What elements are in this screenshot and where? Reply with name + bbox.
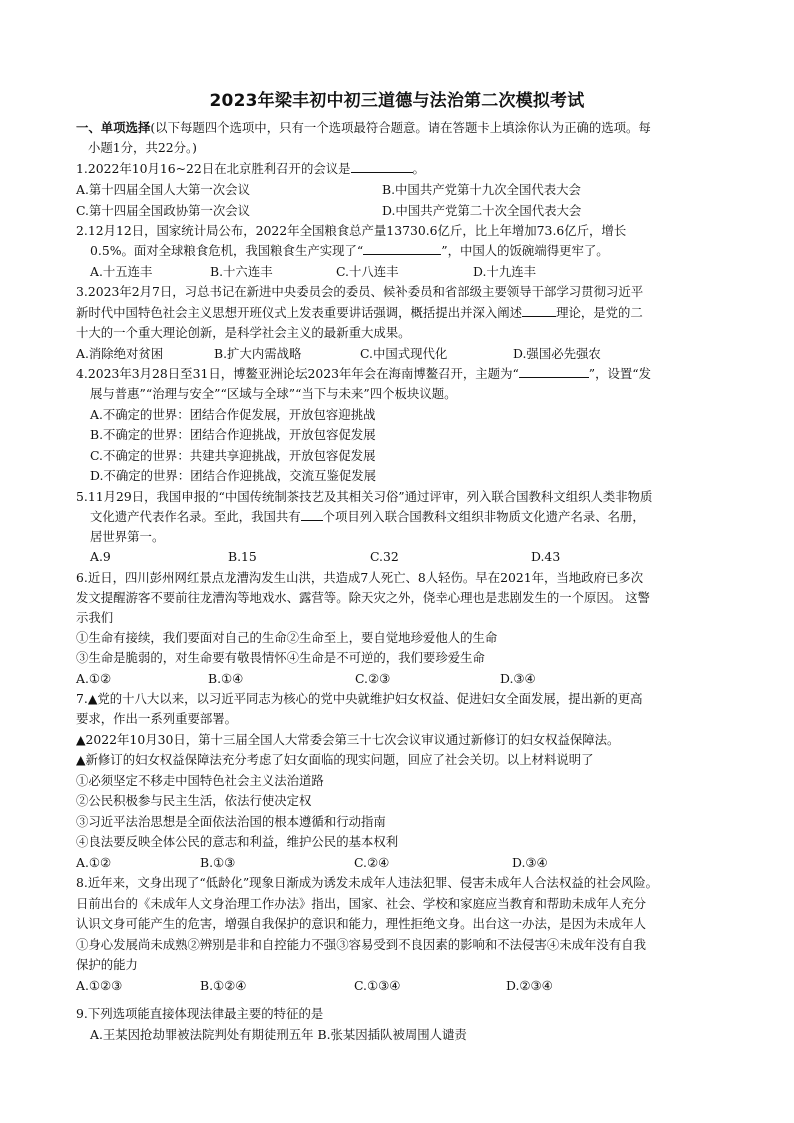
- question-8-stem-cont2: 认识文身可能产生的危害，增强自我保护的意识和能力，理性拒绝文身。出台这一办法，是因为未成年人: [76, 916, 646, 931]
- q4-option-b: B.不确定的世界：团结合作迎挑战，开放包容促发展: [90, 427, 376, 442]
- q7-option-a: A.①②: [76, 855, 112, 870]
- question-7-material-2: ▲2022年10月30日，第十三届全国人大常委会第三十七次会议审议通过新修订的妇女权益保障法。: [76, 732, 620, 747]
- q3-option-a: A.消除绝对贫困: [76, 346, 164, 361]
- question-1-stem: [76, 159, 736, 179]
- answer-blank: [519, 364, 589, 378]
- q1-stem-end: 。: [412, 161, 425, 176]
- q7-statement-2: ②公民积极参与民主生活，依法行使决定权: [76, 793, 312, 808]
- q5-stem-text: 文化遗产代表作名录。至此，我国共有: [90, 509, 301, 524]
- q7-option-d: D.③④: [512, 855, 548, 870]
- question-6-stem-cont: 发文提醒游客不要前往龙漕沟等地戏水、露营等。除天灾之外，侥幸心理也是悲剧发生的一个原因。 这警: [76, 590, 650, 605]
- q3-option-d: D.强国必先强农: [513, 346, 601, 361]
- question-8-stem-cont: 日前出台的《未成年人文身治理工作办法》指出，国家、社会、学校和家庭应当教育和帮助未成年人充分: [76, 896, 646, 911]
- q3-option-b: B.扩大内需战略: [214, 346, 302, 361]
- q4-stem-end: ”，设置“发: [588, 366, 652, 381]
- q2-option-b: B.十六连丰: [210, 264, 273, 279]
- q7-statement-1: ①必须坚定不移走中国特色社会主义法治道路: [76, 773, 324, 788]
- q8-statements-2: 保护的能力: [76, 957, 138, 972]
- question-4-stem-cont: 展与普惠”“治理与安全”“区域与全球”“当下与未来”四个板块议题。: [90, 386, 457, 401]
- q6-option-d: D.③④: [500, 671, 536, 686]
- q7-option-b: B.①③: [200, 855, 236, 870]
- section-instruction-cont: 小题1分，共22分。): [88, 140, 198, 155]
- q5-option-b: B.15: [228, 549, 257, 564]
- exam-title: 2023年梁丰初中初三道德与法治第二次模拟考试: [209, 91, 585, 111]
- section-instruction: (以下每题四个选项中，只有一个选项最符合题意。请在答题卡上填涂你认为正确的选项。每: [150, 120, 651, 135]
- question-5-stem: 5.11月29日，我国申报的“中国传统制茶技艺及其相关习俗”通过评审，列入联合国教科文组织人类非物质: [76, 489, 653, 504]
- section-label: 一、单项选择: [76, 120, 151, 135]
- q6-statements-2: ③生命是脆弱的，对生命要有敬畏情怀④生命是不可逆的，我们要珍爱生命: [76, 650, 485, 665]
- q2-option-a: A.十五连丰: [90, 264, 153, 279]
- q2-stem-text: 0.5%。面对全球粮食危机，我国粮食生产实现了“: [90, 243, 364, 258]
- q8-option-d: D.②③④: [506, 978, 553, 993]
- q5-option-c: C.32: [370, 549, 399, 564]
- question-3-stem-cont: [76, 303, 736, 323]
- q4-option-a: A.不确定的世界：团结合作促发展，开放包容迎挑战: [90, 407, 376, 422]
- q9-options-ab: A.王某因抢劫罪被法院判处有期徒刑五年 B.张某因插队被周围人谴责: [90, 1027, 467, 1042]
- q5-option-a: A.9: [90, 549, 111, 564]
- question-7-stem-cont: 要求，作出一系列重要部署。: [76, 711, 238, 726]
- answer-blank: [522, 303, 556, 317]
- q8-statements-1: ①身心发展尚未成熟②辨别是非和自控能力不强③容易受到不良因素的影响和不法侵害④未成年没有自我: [76, 937, 646, 952]
- q6-option-b: B.①④: [208, 671, 244, 686]
- q2-option-d: D.十九连丰: [473, 264, 536, 279]
- q1-option-a: A.第十四届全国人大第一次会议: [76, 182, 250, 197]
- section-header: [76, 118, 736, 138]
- answer-blank: [301, 507, 323, 521]
- q6-option-c: C.②③: [355, 671, 391, 686]
- q1-option-d: D.中国共产党第二十次全国代表大会: [382, 203, 582, 218]
- answer-blank: [363, 241, 441, 255]
- q8-option-b: B.①②④: [200, 978, 247, 993]
- q6-statements-1: ①生命有接续，我们要面对自己的生命②生命至上，要自觉地珍爱他人的生命: [76, 630, 498, 645]
- question-3-stem: 3.2023年2月7日，习总书记在新进中央委员会的委员、候补委员和省部级主要领导干部学习贯彻习近平: [76, 284, 644, 299]
- question-9-stem: 9.下列选项能直接体现法律最主要的特征的是: [76, 1006, 324, 1021]
- q6-option-a: A.①②: [76, 671, 112, 686]
- q2-option-c: C.十八连丰: [336, 264, 399, 279]
- question-5-stem-cont2: 居世界第一。: [90, 529, 165, 544]
- q7-statement-3: ③习近平法治思想是全面依法治国的根本遵循和行动指南: [76, 814, 386, 829]
- question-2-stem: 2.12月12日，国家统计局公布，2022年全国粮食总产量13730.6亿斤，比上年增加73.6亿斤，增长: [76, 223, 627, 238]
- question-8-stem: 8.近年来，文身出现了“低龄化”现象日渐成为诱发未成年人违法犯罪、侵害未成年人合法权益的社会风险。: [76, 875, 659, 890]
- q3-stem-end: 理论，是党的二: [556, 305, 643, 320]
- q1-option-c: C.第十四届全国政协第一次会议: [76, 203, 251, 218]
- q2-stem-end: ”，中国人的饭碗端得更牢了。: [441, 243, 609, 258]
- answer-blank: [351, 159, 413, 173]
- q3-stem-text: 新时代中国特色社会主义思想开班仪式上发表重要讲话强调，概括提出并深入阐述: [76, 305, 523, 320]
- q4-option-c: C.不确定的世界：共建共享迎挑战，开放包容促发展: [90, 448, 376, 463]
- q7-statement-4: ④良法要反映全体公民的意志和利益，维护公民的基本权利: [76, 834, 399, 849]
- q5-option-d: D.43: [531, 549, 561, 564]
- q7-option-c: C.②④: [354, 855, 390, 870]
- question-2-stem-cont: [90, 241, 750, 261]
- question-6-stem-cont2: 示我们: [76, 610, 114, 625]
- q1-option-b: B.中国共产党第十九次全国代表大会: [382, 182, 581, 197]
- q3-option-c: C.中国式现代化: [360, 346, 448, 361]
- q8-option-c: C.①③④: [354, 978, 401, 993]
- q5-stem-end: 个项目列入联合国教科文组织非物质文化遗产名录、名册，: [322, 509, 645, 524]
- q8-option-a: A.①②③: [76, 978, 123, 993]
- q4-option-d: D.不确定的世界：团结合作迎挑战，交流互鉴促发展: [90, 468, 377, 483]
- question-6-stem: 6.近日，四川彭州网红景点龙漕沟发生山洪，共造成7人死亡、8人轻伤。早在2021年，当地政府已多次: [76, 570, 644, 585]
- question-4-stem: [76, 364, 736, 384]
- q4-stem-text: 4.2023年3月28日至31日，博鳌亚洲论坛2023年年会在海南博鳌召开，主题为“: [76, 366, 519, 381]
- question-5-stem-cont: [90, 507, 750, 527]
- question-7-stem: 7.▲党的十八大以来，以习近平同志为核心的党中央就维护妇女权益、促进妇女全面发展，提出新的更高: [76, 691, 643, 706]
- question-3-stem-cont2: 十大的一个重大理论创新，是科学社会主义的最新重大成果。: [76, 325, 411, 340]
- question-7-material-3: ▲新修订的妇女权益保障法充分考虑了妇女面临的现实问题，回应了社会关切。以上材料说明了: [76, 752, 594, 767]
- q1-stem-text: 1.2022年10月16~22日在北京胜利召开的会议是: [76, 161, 351, 176]
